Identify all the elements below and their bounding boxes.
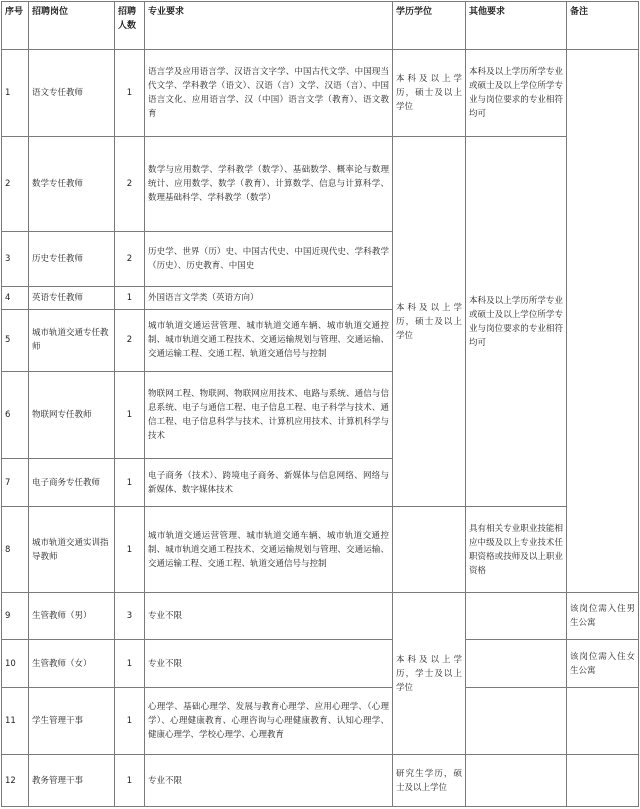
- header-cell-no: 序号: [2, 2, 29, 50]
- header-cell-note: 备注: [567, 2, 639, 50]
- row-major: 外国语言文学类（英语方向）: [145, 287, 393, 309]
- row-post: 教务管理干事: [29, 755, 115, 807]
- row-post: 数学专任教师: [29, 137, 115, 232]
- table-row: [2, 593, 639, 640]
- row-major: 专业不限: [145, 640, 393, 687]
- row-post: 语文专任教师: [29, 50, 115, 137]
- degree-cell: 本科及以上学历，硕士及以上学位: [393, 137, 466, 507]
- row-major: 物联网工程、物联网、物联网应用技术、电路与系统、通信与信息系统、电子与通信工程、电子信息工程、电子科学与技术、通信工程、电子信息科学与技术、计算机应用技术、计算机科学与技术: [145, 372, 393, 459]
- row-major: 城市轨道交通运营管理、城市轨道交通车辆、城市轨道交通控制、城市轨道交通工程技术、交通运输规划与管理、交通运输、交通运输工程、交通工程、轨道交通信号与控制: [145, 309, 393, 372]
- table-row: [2, 50, 639, 137]
- row-major: 城市轨道交通运营管理、城市轨道交通车辆、城市轨道交通控制、城市轨道交通工程技术、交通运输规划与管理、交通运输、交通运输工程、交通工程、轨道交通信号与控制: [145, 507, 393, 593]
- header-row: [2, 2, 639, 50]
- header-cell-other: 其他要求: [466, 2, 567, 50]
- row-major: 专业不限: [145, 593, 393, 640]
- row-major: 语言学及应用语言学、汉语言文字学、中国古代文学、中国现当代文学、学科教学（语文）、汉语（言）文学、汉语（言）、中国语言文化、应用语言学、汉（中国）语言文学（教育）、语文教育: [145, 50, 393, 137]
- row-count: 1: [115, 50, 145, 137]
- note-cell: 该岗位需入住男生公寓: [567, 593, 639, 640]
- row-post: 学生管理干事: [29, 687, 115, 755]
- row-number: 1: [2, 50, 29, 137]
- row-major: 电子商务（技术）、跨境电子商务、新媒体与信息网络、网络与新媒体、数字媒体技术: [145, 458, 393, 506]
- table-row: [2, 507, 639, 593]
- row-number: 7: [2, 458, 29, 506]
- row-number: 4: [2, 287, 29, 309]
- row-number: 12: [2, 755, 29, 807]
- row-post: 城市轨道交通专任教师: [29, 309, 115, 372]
- row-count: 2: [115, 309, 145, 372]
- table-row: [2, 640, 639, 687]
- row-count: 1: [115, 372, 145, 459]
- degree-cell-empty: [393, 507, 466, 593]
- row-number: 9: [2, 593, 29, 640]
- row-number: 6: [2, 372, 29, 459]
- other-requirement-cell: 具有相关专业职业技能相应中级及以上专业技术任职资格或技师及以上职业资格: [466, 507, 567, 593]
- row-count: 1: [115, 458, 145, 506]
- row-number: 2: [2, 137, 29, 232]
- header-cell-degree: 学历学位: [393, 2, 466, 50]
- row-post: 历史专任教师: [29, 231, 115, 286]
- row-count: 2: [115, 137, 145, 232]
- row-count: 1: [115, 687, 145, 755]
- row-major: 心理学、基础心理学、发展与教育心理学、应用心理学、（心理学）、心理健康教育、心理咨询与心理健康教育、认知心理学、健康心理学、学校心理学、心理教育: [145, 687, 393, 755]
- row-count: 3: [115, 593, 145, 640]
- degree-cell: 本科及以上学历，学士及以上学位: [393, 593, 466, 755]
- note-cell-empty: [567, 687, 639, 755]
- other-requirement-cell-empty: [466, 755, 567, 807]
- row-post: 城市轨道交通实训指导教师: [29, 507, 115, 593]
- row-major: 数学与应用数学、学科教学（数学）、基础数学、概率论与数理统计、应用数学、数学（教育）、计算数学、信息与计算科学、数理基础科学、学科教学（数学）: [145, 137, 393, 232]
- row-post: 生管教师（女）: [29, 640, 115, 687]
- row-number: 11: [2, 687, 29, 755]
- note-cell-empty: [567, 755, 639, 807]
- row-post: 物联网专任教师: [29, 372, 115, 459]
- row-count: 2: [115, 231, 145, 286]
- table-row: [2, 137, 639, 232]
- row-post: 英语专任教师: [29, 287, 115, 309]
- row-count: 1: [115, 640, 145, 687]
- note-cell-empty: [567, 50, 639, 593]
- degree-cell: 研究生学历，硕士及以上学位: [393, 755, 466, 807]
- row-major: 专业不限: [145, 755, 393, 807]
- other-requirement-cell: 本科及以上学历所学专业或硕士及以上学位所学专业与岗位要求的专业相符均可: [466, 50, 567, 137]
- header-cell-post: 招聘岗位: [29, 2, 115, 50]
- recruitment-table: [1, 1, 639, 807]
- other-requirement-cell-empty: [466, 640, 567, 687]
- degree-cell: 本科及以上学历，硕士及以上学位: [393, 50, 466, 137]
- row-number: 3: [2, 231, 29, 286]
- row-count: 1: [115, 287, 145, 309]
- row-number: 10: [2, 640, 29, 687]
- row-number: 8: [2, 507, 29, 593]
- row-number: 5: [2, 309, 29, 372]
- row-count: 1: [115, 755, 145, 807]
- other-requirement-cell-empty: [466, 687, 567, 755]
- other-requirement-cell-empty: [466, 593, 567, 640]
- row-count: 1: [115, 507, 145, 593]
- header-cell-count: 招聘人数: [115, 2, 145, 50]
- header-cell-major: 专业要求: [145, 2, 393, 50]
- table-row: [2, 755, 639, 807]
- row-post: 生管教师（男）: [29, 593, 115, 640]
- note-cell: 该岗位需入住女生公寓: [567, 640, 639, 687]
- table-row: [2, 687, 639, 755]
- row-post: 电子商务专任教师: [29, 458, 115, 506]
- other-requirement-cell: 本科及以上学历所学专业或硕士及以上学位所学专业与岗位要求的专业相符均可: [466, 137, 567, 507]
- row-major: 历史学、世界（历）史、中国古代史、中国近现代史、学科教学（历史）、历史教育、中国史: [145, 231, 393, 286]
